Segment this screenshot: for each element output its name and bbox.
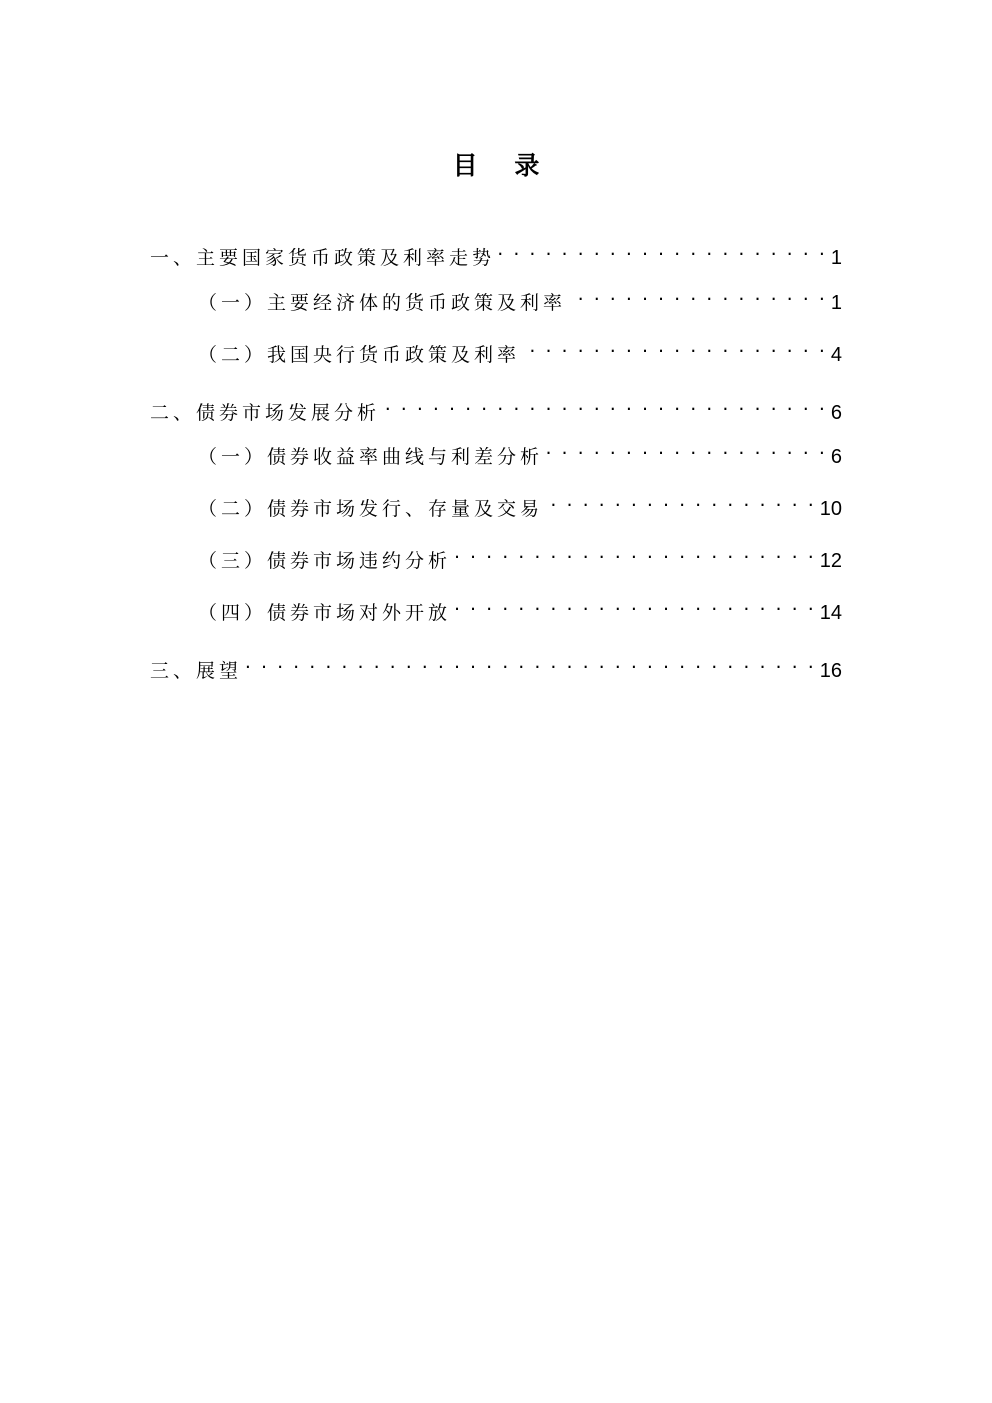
toc-page-number: 6 bbox=[830, 402, 842, 424]
toc-entry-title: （二）我国央行货币政策及利率 bbox=[198, 344, 521, 366]
toc-entry-section-2-1[interactable] bbox=[198, 433, 842, 468]
page-title: 目 录 bbox=[452, 151, 554, 180]
toc-entry-title: 三、展望 bbox=[150, 660, 243, 682]
toc-page-number: 1 bbox=[830, 292, 842, 314]
toc-entry-title: （一）债券收益率曲线与利差分析 bbox=[198, 446, 544, 468]
toc-page-number: 1 bbox=[830, 247, 842, 269]
toc-dot-leader bbox=[455, 537, 816, 567]
toc-entry-section-2[interactable] bbox=[150, 389, 842, 424]
toc-dot-leader bbox=[524, 331, 827, 361]
toc-dot-leader bbox=[499, 234, 827, 264]
toc-entry-section-2-2[interactable] bbox=[198, 485, 842, 520]
toc-dot-leader bbox=[547, 485, 816, 515]
toc-entry-title: （二）债券市场发行、存量及交易 bbox=[198, 498, 544, 520]
toc-page-number: 12 bbox=[819, 550, 842, 572]
toc-entry-title: （三）债券市场违约分析 bbox=[198, 550, 452, 572]
toc-dot-leader bbox=[246, 647, 816, 677]
toc-dot-leader bbox=[455, 589, 816, 619]
toc-page-number: 10 bbox=[819, 498, 842, 520]
toc-dot-leader bbox=[570, 279, 827, 309]
toc-page-number: 4 bbox=[830, 344, 842, 366]
toc-entry-section-2-4[interactable] bbox=[198, 589, 842, 624]
toc-entry-title: 二、债券市场发展分析 bbox=[150, 402, 381, 424]
toc-page-number: 6 bbox=[830, 446, 842, 468]
toc-entry-section-1-1[interactable] bbox=[198, 279, 842, 314]
toc-entry-section-1-2[interactable] bbox=[198, 331, 842, 366]
toc-entry-section-1[interactable] bbox=[150, 234, 842, 269]
toc-page-number: 16 bbox=[819, 660, 842, 682]
toc-dot-leader bbox=[384, 389, 827, 419]
toc-entry-title: （一）主要经济体的货币政策及利率 bbox=[198, 292, 567, 314]
toc-dot-leader bbox=[547, 433, 827, 463]
toc-page-number: 14 bbox=[819, 602, 842, 624]
toc-entry-title: 一、主要国家货币政策及利率走势 bbox=[150, 247, 496, 269]
toc-entry-title: （四）债券市场对外开放 bbox=[198, 602, 452, 624]
toc-entry-section-2-3[interactable] bbox=[198, 537, 842, 572]
toc-entry-section-3[interactable] bbox=[150, 647, 842, 682]
